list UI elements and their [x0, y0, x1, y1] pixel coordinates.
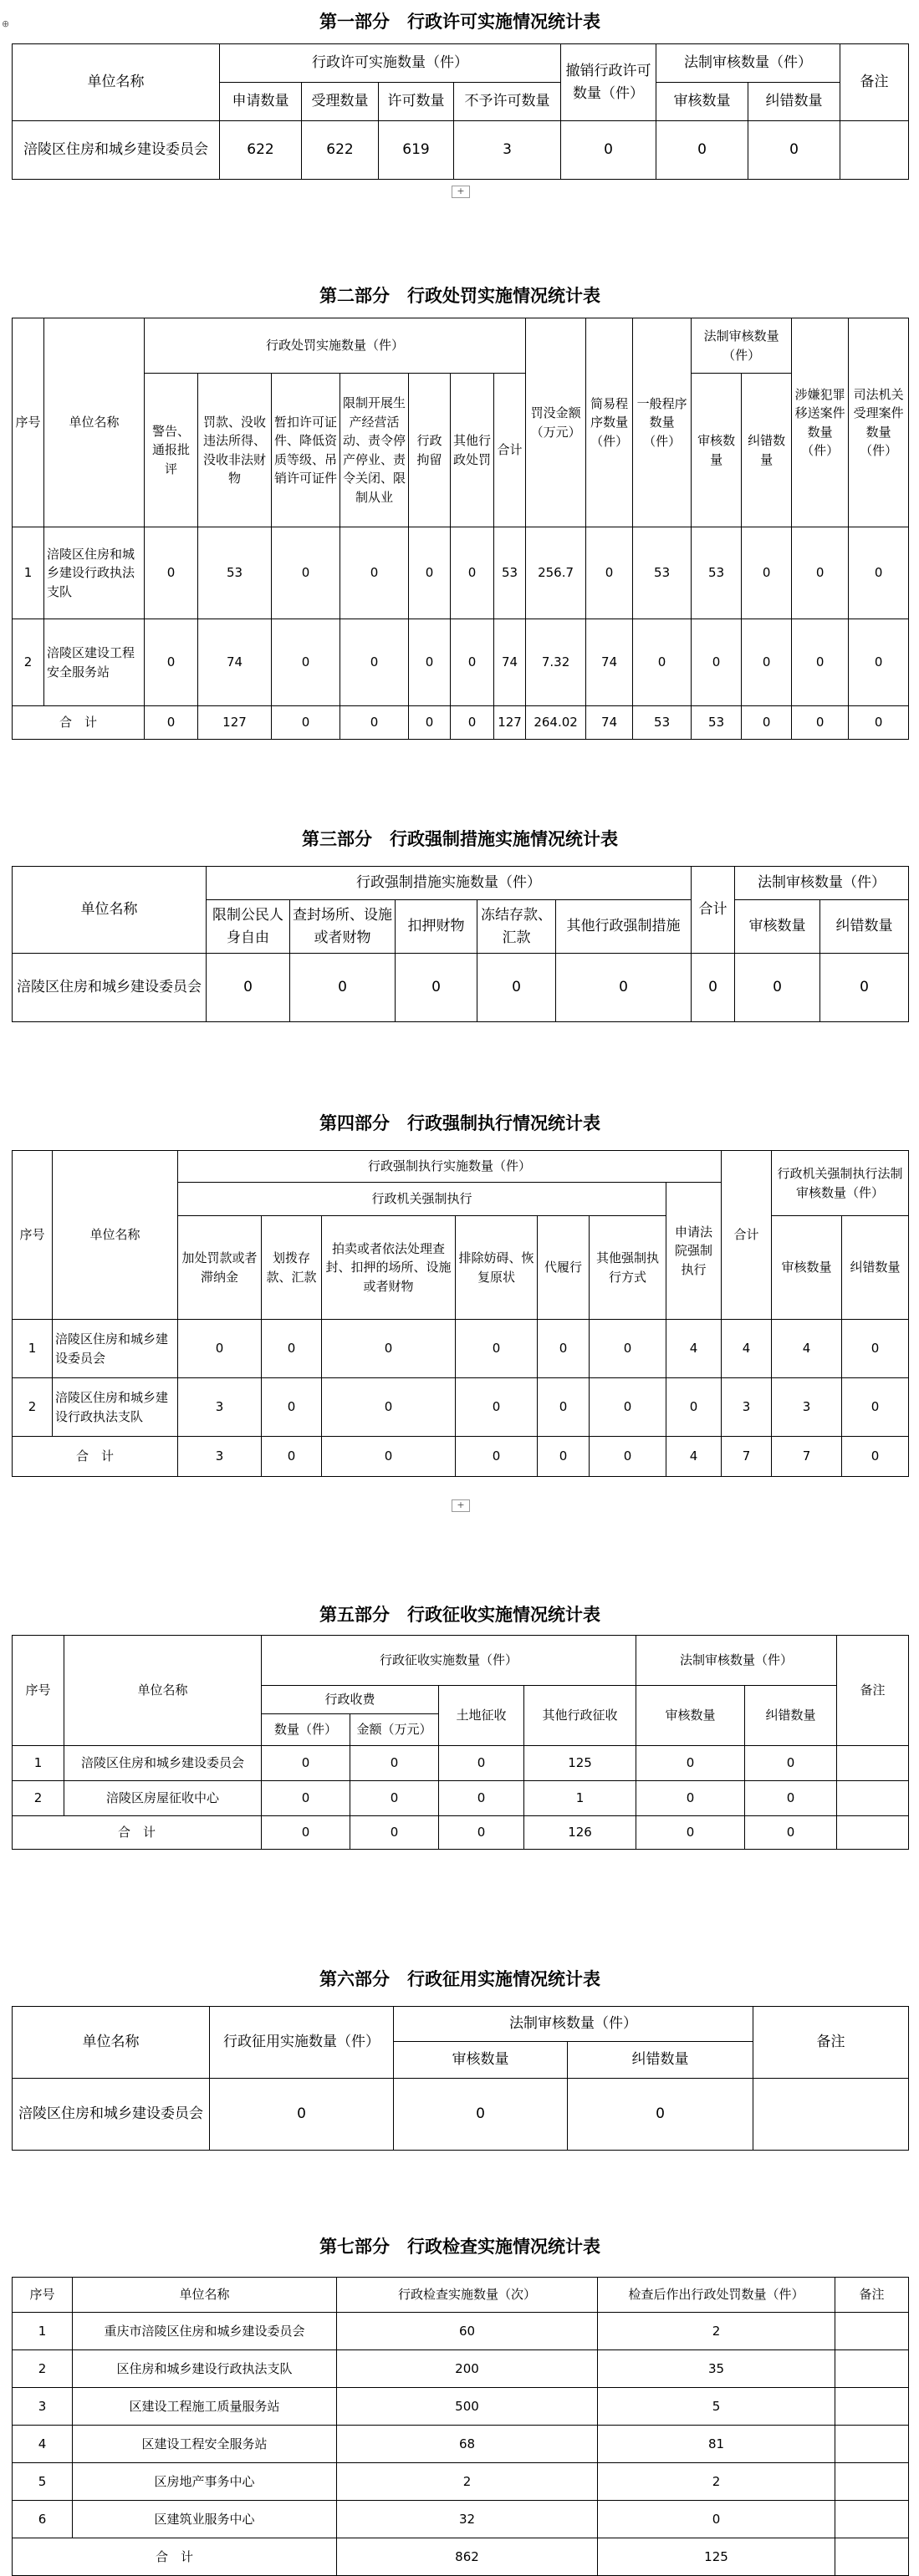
p2-r1-judicial: 0: [849, 527, 909, 619]
p4-r1-correct: 0: [842, 1320, 909, 1378]
p1-h-note: 备注: [840, 44, 909, 121]
p4-r2-correct: 0: [842, 1378, 909, 1437]
p5-h-fee: 行政收费: [262, 1686, 439, 1714]
part7-table: [12, 2277, 909, 2576]
p2-r2-other: 0: [451, 619, 494, 706]
p5-h-land: 土地征收: [439, 1686, 524, 1746]
p5-r2-money: 0: [350, 1781, 439, 1816]
p1-h-impl: 行政许可实施数量（件）: [220, 44, 561, 83]
p2-sum-review: 53: [692, 706, 742, 740]
table-row: [13, 2350, 909, 2388]
p7-r4-after: 81: [598, 2426, 835, 2463]
p2-r2-seq: 2: [13, 619, 44, 706]
p2-h-suspend: 暂扣许可证件、降低资质等级、吊销许可证件: [272, 374, 340, 527]
p7-r4-unit: 区建设工程安全服务站: [73, 2426, 337, 2463]
p2-r2-review: 0: [692, 619, 742, 706]
p3-freeze: 0: [477, 954, 556, 1022]
table-row: [13, 1746, 909, 1781]
p7-r1-seq: 1: [13, 2313, 73, 2350]
p7-r1-unit: 重庆市涪陵区住房和城乡建设委员会: [73, 2313, 337, 2350]
p7-r6-note: [835, 2501, 909, 2538]
table-row: [13, 527, 909, 619]
p7-r6-after: 0: [598, 2501, 835, 2538]
p7-r4-note: [835, 2426, 909, 2463]
p2-h-other: 其他行政处罚: [451, 374, 494, 527]
p1-revoke: 0: [561, 121, 656, 180]
p5-h-money: 金额（万元）: [350, 1714, 439, 1746]
p1-note: [840, 121, 909, 180]
p4-sum-label: 合 计: [13, 1437, 178, 1477]
p7-r5-seq: 5: [13, 2463, 73, 2501]
p6-h-note: 备注: [753, 2007, 909, 2079]
row-expander-icon[interactable]: +: [452, 186, 470, 198]
p2-h-limit: 限制开展生产经营活动、责令停产停业、责令关闭、限制从业: [340, 374, 409, 527]
p4-h-proxy: 代履行: [538, 1216, 590, 1320]
p2-sum-fine: 127: [198, 706, 272, 740]
p4-r1-remove: 0: [456, 1320, 538, 1378]
p5-r2-correct: 0: [745, 1781, 837, 1816]
p2-h-unit: 单位名称: [44, 318, 145, 527]
p7-r4-seq: 4: [13, 2426, 73, 2463]
p7-sum-impl: 862: [337, 2538, 598, 2576]
p3-total: 0: [692, 954, 735, 1022]
p2-sum-general: 53: [633, 706, 692, 740]
p5-r2-review: 0: [636, 1781, 745, 1816]
part6-table: [12, 2006, 909, 2151]
p6-unit: 涪陵区住房和城乡建设委员会: [13, 2079, 210, 2151]
part1-table: [12, 43, 909, 180]
part5-title: 第五部分 行政征收实施情况统计表: [319, 1605, 600, 1625]
p1-deny: 3: [454, 121, 561, 180]
p3-restrict: 0: [207, 954, 290, 1022]
p7-r1-note: [835, 2313, 909, 2350]
p4-sum-court: 4: [666, 1437, 722, 1477]
p4-r2-late: 3: [178, 1378, 262, 1437]
p2-sum-limit: 0: [340, 706, 409, 740]
p5-r1-land: 0: [439, 1746, 524, 1781]
p7-r6-impl: 32: [337, 2501, 598, 2538]
p7-h-impl: 行政检查实施数量（次）: [337, 2278, 598, 2313]
p1-h-apply: 申请数量: [220, 83, 302, 121]
p2-r1-simple: 0: [586, 527, 633, 619]
p2-r1-warn: 0: [145, 527, 198, 619]
p7-r3-unit: 区建设工程施工质量服务站: [73, 2388, 337, 2426]
p2-h-detain: 行政拘留: [409, 374, 451, 527]
p2-r2-suspend: 0: [272, 619, 340, 706]
p7-r5-note: [835, 2463, 909, 2501]
p2-sum-warn: 0: [145, 706, 198, 740]
p3-unit: 涪陵区住房和城乡建设委员会: [13, 954, 207, 1022]
p7-r6-unit: 区建筑业服务中心: [73, 2501, 337, 2538]
table-row: [13, 1437, 909, 1477]
p4-r1-review: 4: [772, 1320, 842, 1378]
p2-h-legal: 法制审核数量（件）: [692, 318, 792, 374]
p6-correct: 0: [568, 2079, 753, 2151]
p4-r1-seq: 1: [13, 1320, 53, 1378]
p1-h-unit: 单位名称: [13, 44, 220, 121]
p4-h-seq: 序号: [13, 1151, 53, 1320]
p7-r2-impl: 200: [337, 2350, 598, 2388]
p2-sum-total: 127: [494, 706, 526, 740]
p4-h-auction: 拍卖或者依法处理查封、扣押的场所、设施或者财物: [322, 1216, 456, 1320]
p4-h-court: 申请法院强制执行: [666, 1183, 722, 1320]
p2-r1-correct: 0: [742, 527, 792, 619]
p2-r1-review: 53: [692, 527, 742, 619]
p2-h-correct: 纠错数量: [742, 374, 792, 527]
p4-h-impl: 行政强制执行实施数量（件）: [178, 1151, 722, 1183]
table-row: [13, 1320, 909, 1378]
p4-h-unit: 单位名称: [53, 1151, 178, 1320]
p5-r2-seq: 2: [13, 1781, 64, 1816]
p4-r1-total: 4: [722, 1320, 772, 1378]
p4-r1-transfer: 0: [262, 1320, 322, 1378]
p4-sum-total: 7: [722, 1437, 772, 1477]
p3-h-seal: 查封场所、设施或者财物: [290, 900, 396, 954]
p4-r2-court: 0: [666, 1378, 722, 1437]
p5-h-correct: 纠错数量: [745, 1686, 837, 1746]
p7-r4-impl: 68: [337, 2426, 598, 2463]
p3-correct: 0: [820, 954, 909, 1022]
p3-seal: 0: [290, 954, 396, 1022]
p2-r1-unit: 涪陵区住房和城乡建设行政执法支队: [44, 527, 145, 619]
p5-sum-other: 126: [524, 1816, 636, 1850]
p2-r2-correct: 0: [742, 619, 792, 706]
p2-sum-simple: 74: [586, 706, 633, 740]
p1-review: 0: [656, 121, 748, 180]
p3-h-other: 其他行政强制措施: [556, 900, 692, 954]
p2-sum-other: 0: [451, 706, 494, 740]
p1-h-deny: 不予许可数量: [454, 83, 561, 121]
p4-sum-late: 3: [178, 1437, 262, 1477]
table-row: [13, 2538, 909, 2576]
p5-r2-note: [837, 1781, 909, 1816]
p2-h-seq: 序号: [13, 318, 44, 527]
p4-h-correct: 纠错数量: [842, 1216, 909, 1320]
table-row: [13, 2079, 909, 2151]
p4-sum-other: 0: [590, 1437, 666, 1477]
p6-h-legal: 法制审核数量（件）: [394, 2007, 753, 2042]
p4-r2-auction: 0: [322, 1378, 456, 1437]
p4-h-transfer: 划拨存款、汇款: [262, 1216, 322, 1320]
p4-h-late: 加处罚款或者滞纳金: [178, 1216, 262, 1320]
p4-r2-review: 3: [772, 1378, 842, 1437]
p3-h-correct: 纠错数量: [820, 900, 909, 954]
p5-sum-note: [837, 1816, 909, 1850]
p3-seize: 0: [396, 954, 477, 1022]
p4-r1-proxy: 0: [538, 1320, 590, 1378]
p5-h-review: 审核数量: [636, 1686, 745, 1746]
p6-review: 0: [394, 2079, 568, 2151]
part3-title: 第三部分 行政强制措施实施情况统计表: [302, 829, 618, 849]
part5-table: [12, 1635, 909, 1850]
p1-apply: 622: [220, 121, 302, 180]
p4-sum-review: 7: [772, 1437, 842, 1477]
p4-h-total: 合计: [722, 1151, 772, 1320]
table-row: [13, 1816, 909, 1850]
p2-r1-detain: 0: [409, 527, 451, 619]
p5-r2-unit: 涪陵区房屋征收中心: [64, 1781, 262, 1816]
p3-h-total: 合计: [692, 867, 735, 954]
p6-h-review: 审核数量: [394, 2042, 568, 2079]
p5-h-legal-top: 法制审核数量（件）: [636, 1636, 837, 1686]
p2-r2-unit: 涪陵区建设工程安全服务站: [44, 619, 145, 706]
p3-h-impl: 行政强制措施实施数量（件）: [207, 867, 692, 900]
p2-h-simple: 简易程序数量（件）: [586, 318, 633, 527]
p7-r3-impl: 500: [337, 2388, 598, 2426]
p2-sum-detain: 0: [409, 706, 451, 740]
p3-h-review: 审核数量: [735, 900, 820, 954]
table-row: [13, 121, 909, 180]
p7-r5-unit: 区房地产事务中心: [73, 2463, 337, 2501]
p4-h-remove: 排除妨碍、恢复原状: [456, 1216, 538, 1320]
p5-r1-count: 0: [262, 1746, 350, 1781]
p2-h-crime: 涉嫌犯罪移送案件数量（件）: [792, 318, 849, 527]
part6-title: 第六部分 行政征用实施情况统计表: [319, 1969, 600, 1989]
p2-sum-suspend: 0: [272, 706, 340, 740]
p5-sum-count: 0: [262, 1816, 350, 1850]
p7-sum-after: 125: [598, 2538, 835, 2576]
p4-r2-proxy: 0: [538, 1378, 590, 1437]
p3-h-seize: 扣押财物: [396, 900, 477, 954]
table-row: [13, 2426, 909, 2463]
p7-sum-label: 合 计: [13, 2538, 337, 2576]
p1-h-review: 审核数量: [656, 83, 748, 121]
p2-r2-total: 74: [494, 619, 526, 706]
p2-r2-judicial: 0: [849, 619, 909, 706]
part2-title: 第二部分 行政处罚实施情况统计表: [319, 286, 600, 306]
p2-r1-suspend: 0: [272, 527, 340, 619]
p2-sum-crime: 0: [792, 706, 849, 740]
p5-sum-land: 0: [439, 1816, 524, 1850]
p7-h-seq: 序号: [13, 2278, 73, 2313]
p2-r2-limit: 0: [340, 619, 409, 706]
table-anchor-icon[interactable]: ⊕: [2, 18, 10, 29]
p7-r3-note: [835, 2388, 909, 2426]
p6-h-unit: 单位名称: [13, 2007, 210, 2079]
p5-r1-correct: 0: [745, 1746, 837, 1781]
p6-h-correct: 纠错数量: [568, 2042, 753, 2079]
table-row: [13, 2463, 909, 2501]
p2-sum-label: 合 计: [13, 706, 145, 740]
p2-h-fine: 罚款、没收违法所得、没收非法财物: [198, 374, 272, 527]
p7-r2-unit: 区住房和城乡建设行政执法支队: [73, 2350, 337, 2388]
p2-r2-simple: 74: [586, 619, 633, 706]
table-row: [13, 2388, 909, 2426]
p5-r1-note: [837, 1746, 909, 1781]
p5-h-other: 其他行政征收: [524, 1686, 636, 1746]
p7-r5-impl: 2: [337, 2463, 598, 2501]
p4-r1-unit: 涪陵区住房和城乡建设委员会: [53, 1320, 178, 1378]
p2-r1-amount: 256.7: [526, 527, 586, 619]
p5-h-count: 数量（件）: [262, 1714, 350, 1746]
p4-h-organ: 行政机关强制执行: [178, 1183, 666, 1216]
part4-title: 第四部分 行政强制执行情况统计表: [319, 1113, 600, 1133]
p3-review: 0: [735, 954, 820, 1022]
p2-h-judicial: 司法机关受理案件数量（件）: [849, 318, 909, 527]
p7-h-after: 检查后作出行政处罚数量（件）: [598, 2278, 835, 2313]
p2-h-general: 一般程序数量（件）: [633, 318, 692, 527]
p2-r1-seq: 1: [13, 527, 44, 619]
part3-table: [12, 866, 909, 1022]
p2-r1-limit: 0: [340, 527, 409, 619]
table-row: [13, 954, 909, 1022]
p4-r1-court: 4: [666, 1320, 722, 1378]
part7-title: 第七部分 行政检查实施情况统计表: [319, 2237, 600, 2257]
p6-h-impl: 行政征用实施数量（件）: [210, 2007, 394, 2079]
p4-r2-total: 3: [722, 1378, 772, 1437]
p4-r1-other: 0: [590, 1320, 666, 1378]
p3-h-legal: 法制审核数量（件）: [735, 867, 909, 900]
p5-r1-money: 0: [350, 1746, 439, 1781]
p4-h-review: 审核数量: [772, 1216, 842, 1320]
p5-r1-other: 125: [524, 1746, 636, 1781]
table-row: [13, 1378, 909, 1437]
p3-other: 0: [556, 954, 692, 1022]
row-expander-icon[interactable]: +: [452, 1499, 470, 1512]
p4-h-other: 其他强制执行方式: [590, 1216, 666, 1320]
p1-h-revoke: 撤销行政许可数量（件）: [561, 44, 656, 121]
p4-r1-auction: 0: [322, 1320, 456, 1378]
p5-r2-land: 0: [439, 1781, 524, 1816]
p5-h-seq: 序号: [13, 1636, 64, 1746]
p2-h-impl: 行政处罚实施数量（件）: [145, 318, 526, 374]
p2-r2-warn: 0: [145, 619, 198, 706]
table-row: [13, 2501, 909, 2538]
p2-r2-general: 0: [633, 619, 692, 706]
part2-table: [12, 318, 909, 740]
p1-h-accept: 受理数量: [302, 83, 379, 121]
p1-correct: 0: [748, 121, 840, 180]
p2-r1-crime: 0: [792, 527, 849, 619]
p7-h-note: 备注: [835, 2278, 909, 2313]
table-row: [13, 619, 909, 706]
p2-h-total: 合计: [494, 374, 526, 527]
p1-h-legal: 法制审核数量（件）: [656, 44, 840, 83]
p2-r2-detain: 0: [409, 619, 451, 706]
p3-h-freeze: 冻结存款、汇款: [477, 900, 556, 954]
p5-sum-money: 0: [350, 1816, 439, 1850]
part4-table: [12, 1150, 909, 1477]
p7-r1-impl: 60: [337, 2313, 598, 2350]
p5-h-impl: 行政征收实施数量（件）: [262, 1636, 636, 1686]
p1-accept: 622: [302, 121, 379, 180]
table-row: [13, 706, 909, 740]
p4-r1-late: 0: [178, 1320, 262, 1378]
p6-impl: 0: [210, 2079, 394, 2151]
p5-sum-label: 合 计: [13, 1816, 262, 1850]
p4-sum-correct: 0: [842, 1437, 909, 1477]
p7-r3-seq: 3: [13, 2388, 73, 2426]
p2-sum-correct: 0: [742, 706, 792, 740]
p5-h-note: 备注: [837, 1636, 909, 1746]
p3-h-restrict: 限制公民人身自由: [207, 900, 290, 954]
part1-title: 第一部分 行政许可实施情况统计表: [319, 12, 600, 32]
p1-h-permit: 许可数量: [379, 83, 454, 121]
p2-h-amount: 罚没金额（万元）: [526, 318, 586, 527]
p7-r1-after: 2: [598, 2313, 835, 2350]
p4-sum-auction: 0: [322, 1437, 456, 1477]
p2-h-review: 审核数量: [692, 374, 742, 527]
p7-h-unit: 单位名称: [73, 2278, 337, 2313]
p5-h-unit: 单位名称: [64, 1636, 262, 1746]
p7-r2-seq: 2: [13, 2350, 73, 2388]
p4-r2-remove: 0: [456, 1378, 538, 1437]
table-row: [13, 1781, 909, 1816]
p6-note: [753, 2079, 909, 2151]
p2-r1-general: 53: [633, 527, 692, 619]
p1-unit: 涪陵区住房和城乡建设委员会: [13, 121, 220, 180]
p7-r3-after: 5: [598, 2388, 835, 2426]
p7-r6-seq: 6: [13, 2501, 73, 2538]
p2-r2-crime: 0: [792, 619, 849, 706]
p4-sum-proxy: 0: [538, 1437, 590, 1477]
p2-r1-fine: 53: [198, 527, 272, 619]
p5-r1-seq: 1: [13, 1746, 64, 1781]
p2-sum-judicial: 0: [849, 706, 909, 740]
p2-r1-other: 0: [451, 527, 494, 619]
p2-h-warn: 警告、通报批评: [145, 374, 198, 527]
p5-r2-other: 1: [524, 1781, 636, 1816]
p4-r2-unit: 涪陵区住房和城乡建设行政执法支队: [53, 1378, 178, 1437]
p4-r2-seq: 2: [13, 1378, 53, 1437]
p5-sum-review: 0: [636, 1816, 745, 1850]
p7-r2-note: [835, 2350, 909, 2388]
p2-sum-amount: 264.02: [526, 706, 586, 740]
p2-r2-fine: 74: [198, 619, 272, 706]
p4-h-legal: 行政机关强制执行法制审核数量（件）: [772, 1151, 909, 1216]
p1-h-correct: 纠错数量: [748, 83, 840, 121]
p7-r2-after: 35: [598, 2350, 835, 2388]
p5-sum-correct: 0: [745, 1816, 837, 1850]
p2-r2-amount: 7.32: [526, 619, 586, 706]
p3-h-unit: 单位名称: [13, 867, 207, 954]
p5-r2-count: 0: [262, 1781, 350, 1816]
p4-r2-transfer: 0: [262, 1378, 322, 1437]
p4-sum-transfer: 0: [262, 1437, 322, 1477]
p4-r2-other: 0: [590, 1378, 666, 1437]
table-row: [13, 2313, 909, 2350]
p2-r1-total: 53: [494, 527, 526, 619]
p1-permit: 619: [379, 121, 454, 180]
p4-sum-remove: 0: [456, 1437, 538, 1477]
p7-r5-after: 2: [598, 2463, 835, 2501]
p5-r1-unit: 涪陵区住房和城乡建设委员会: [64, 1746, 262, 1781]
p5-r1-review: 0: [636, 1746, 745, 1781]
p7-sum-note: [835, 2538, 909, 2576]
